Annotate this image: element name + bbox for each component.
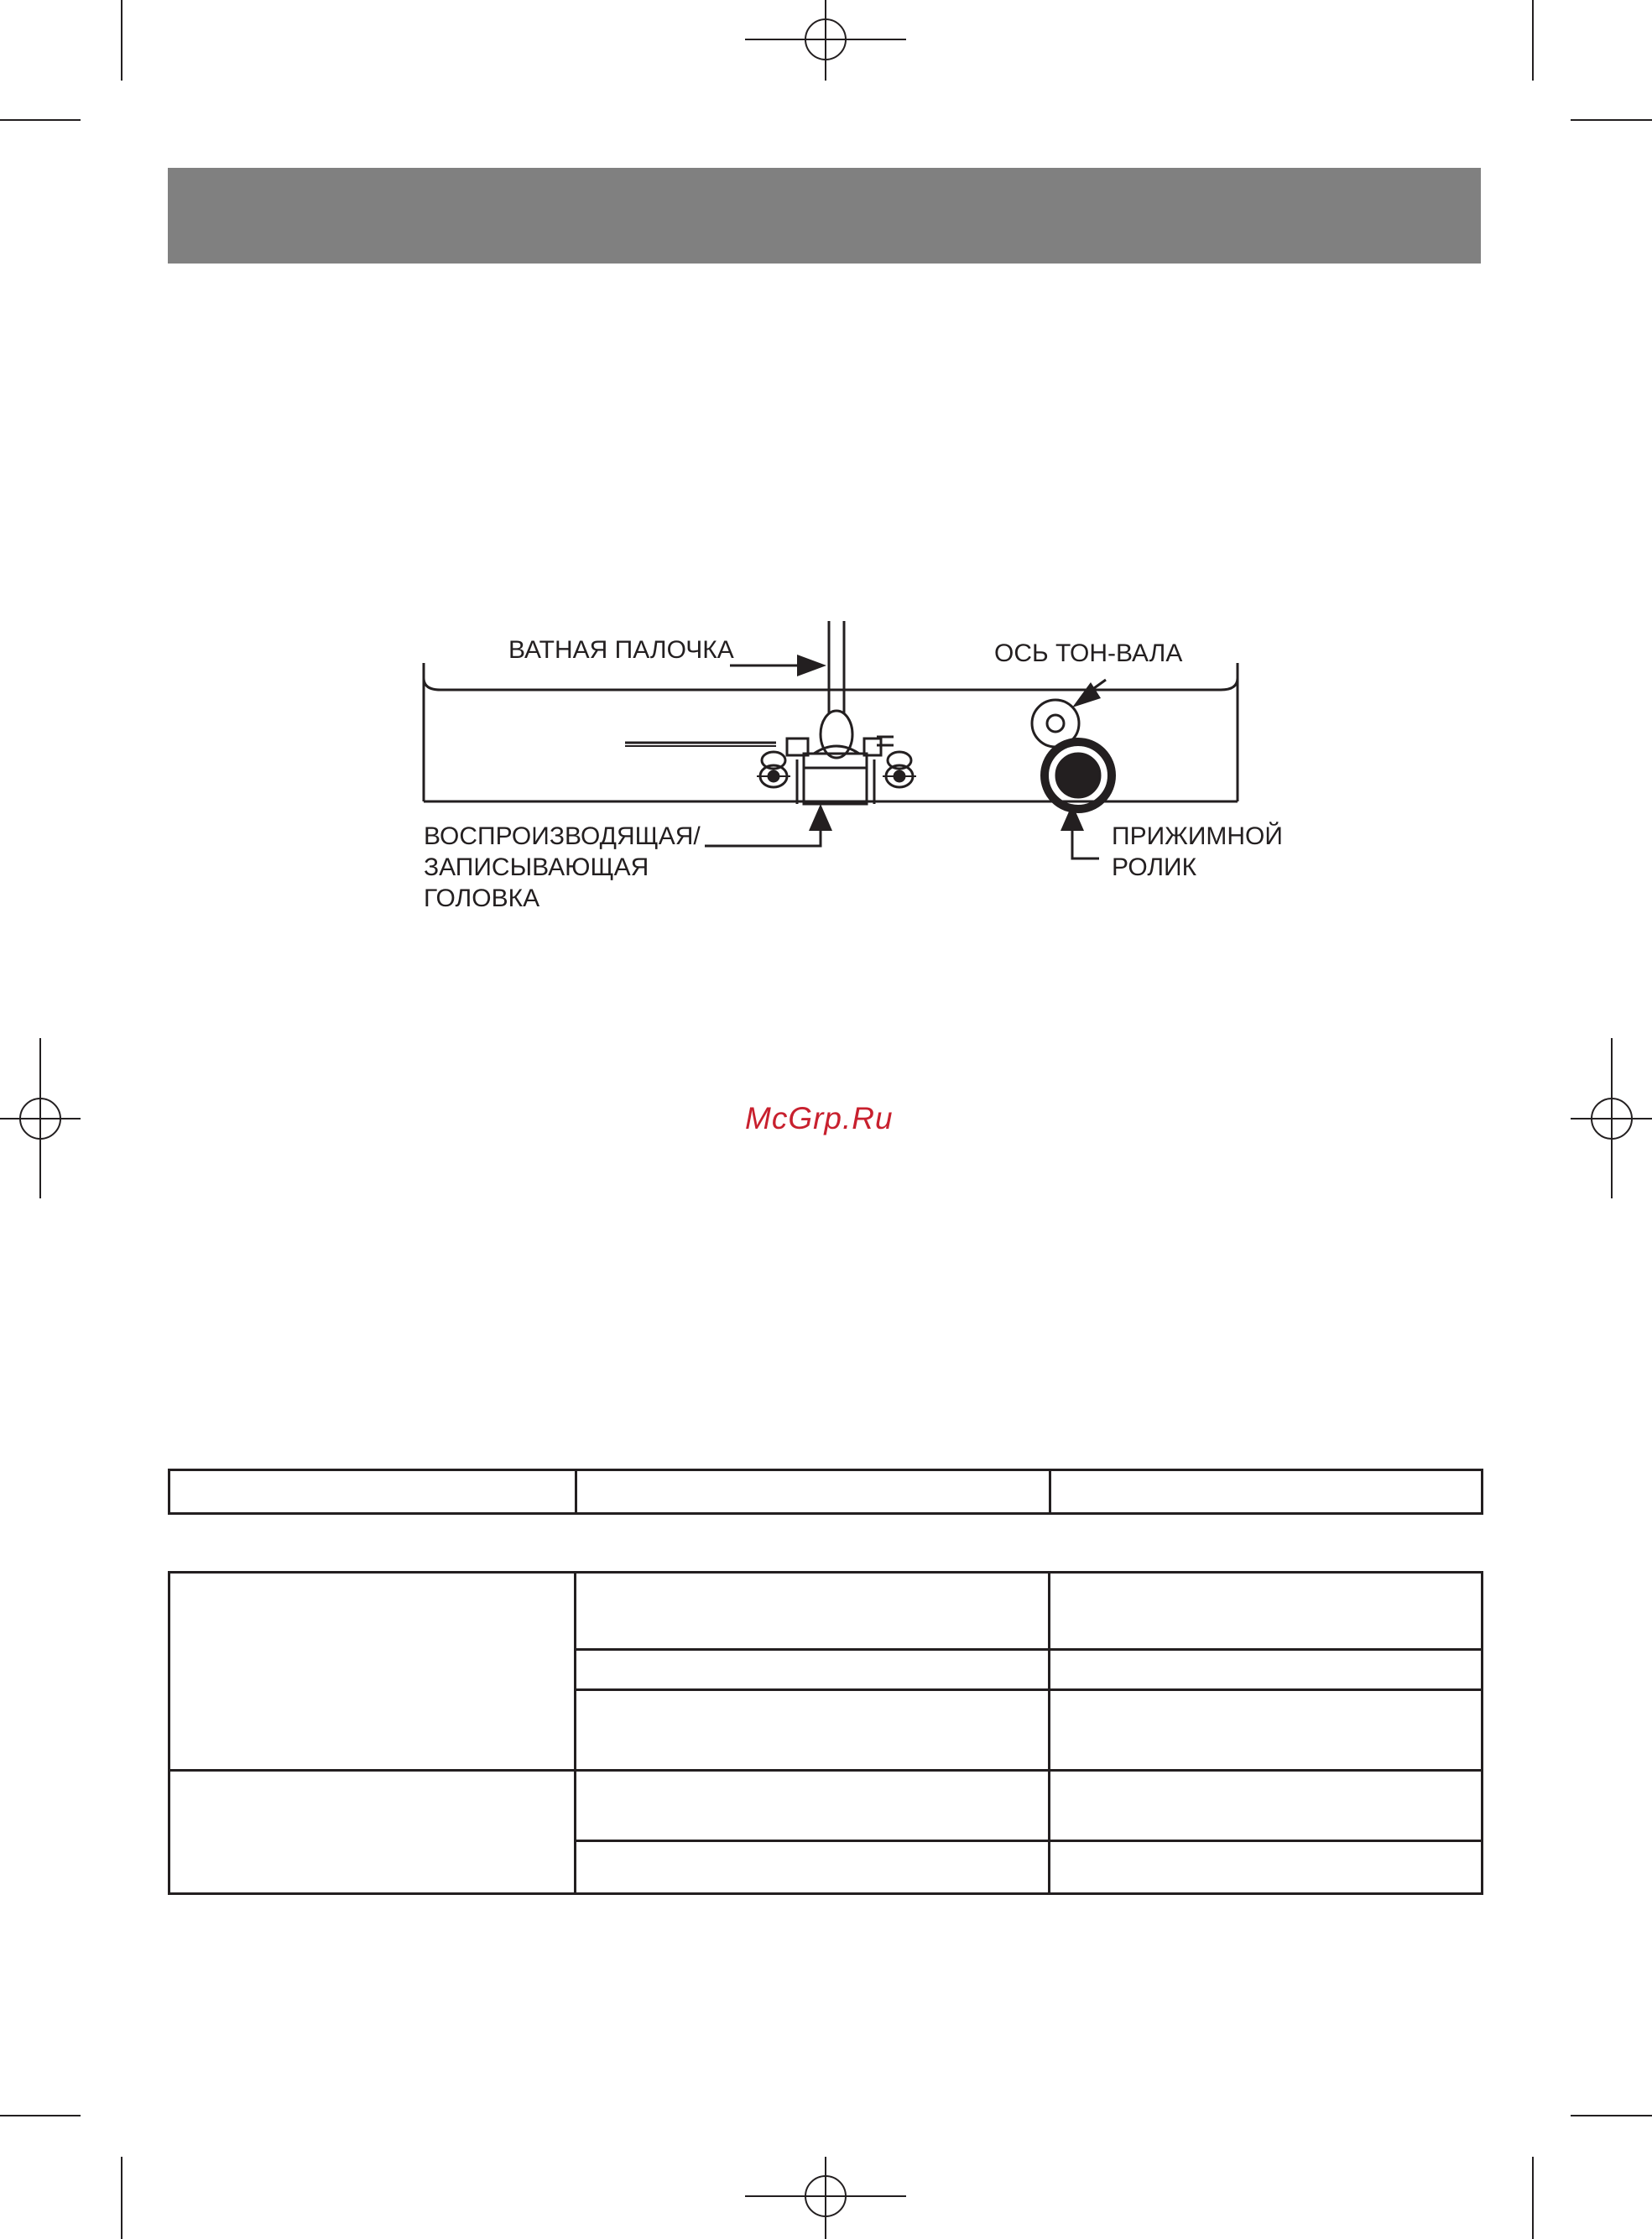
watermark: McGrp.Ru xyxy=(745,1101,894,1135)
capstan-label: ОСЬ ТОН-ВАЛА xyxy=(994,639,1183,667)
table-cell xyxy=(576,1771,1050,1841)
table-cell xyxy=(1050,1841,1483,1894)
table-cell xyxy=(576,1690,1050,1771)
header-table xyxy=(168,1469,1483,1515)
table-cell xyxy=(1050,1470,1483,1514)
cotton-swab-label: ВАТНАЯ ПАЛОЧКА xyxy=(508,636,734,664)
troubleshooting-table xyxy=(168,1571,1483,1895)
table-cell xyxy=(576,1470,1050,1514)
table-row xyxy=(169,1771,1483,1841)
head-label-line2: ЗАПИСЫВАЮЩАЯ xyxy=(424,853,649,881)
table-cell xyxy=(1050,1690,1483,1771)
table-row xyxy=(169,1573,1483,1650)
table-row xyxy=(169,1470,1483,1514)
table-cell xyxy=(1050,1650,1483,1690)
table-cell xyxy=(1050,1771,1483,1841)
pinch-roller-label-line2: РОЛИК xyxy=(1112,853,1197,881)
table-cell xyxy=(576,1841,1050,1894)
table-cell xyxy=(169,1771,576,1894)
head-label-line1: ВОСПРОИЗВОДЯЩАЯ/ xyxy=(424,822,701,850)
table-cell xyxy=(576,1573,1050,1650)
pinch-roller-label-line1: ПРИЖИМНОЙ xyxy=(1112,822,1283,850)
head-cleaning-diagram xyxy=(0,0,1652,965)
head-label-line3: ГОЛОВКА xyxy=(424,885,540,912)
table-cell xyxy=(169,1573,576,1771)
table-cell xyxy=(169,1470,576,1514)
table-cell xyxy=(1050,1573,1483,1650)
table-cell xyxy=(576,1650,1050,1690)
